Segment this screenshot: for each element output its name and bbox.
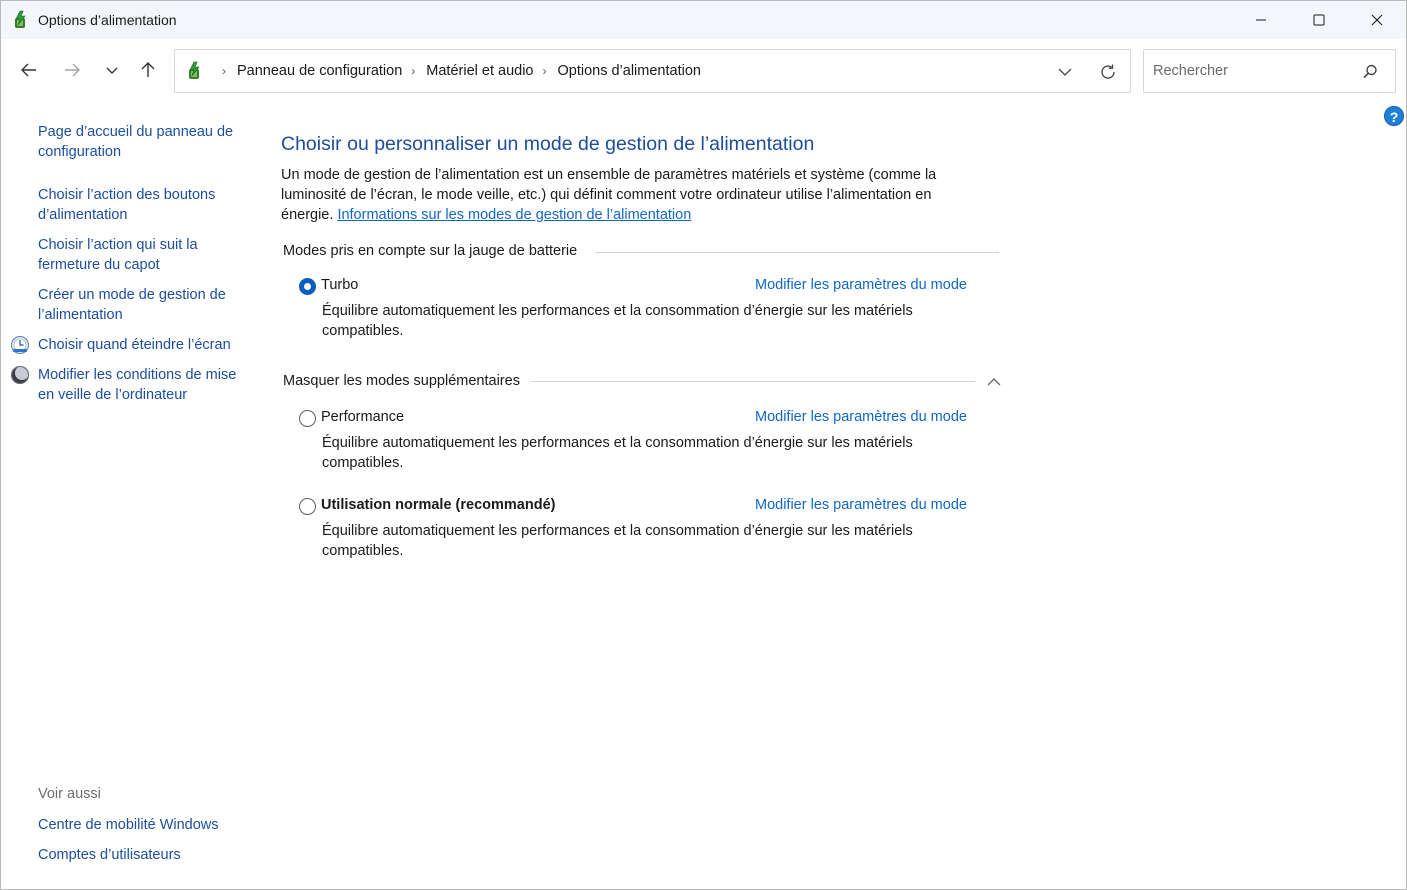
minimize-icon xyxy=(1255,14,1267,26)
plan-balanced-name[interactable]: Utilisation normale (recommandé) xyxy=(321,497,556,513)
maximize-button[interactable] xyxy=(1290,1,1348,39)
sidebar-link-sleep-settings[interactable]: Modifier les conditions de mise en veille de l’ordinateur xyxy=(38,367,237,403)
up-button[interactable] xyxy=(134,56,162,84)
search-icon[interactable] xyxy=(1361,63,1379,81)
arrow-right-icon xyxy=(63,61,81,79)
navigation-bar xyxy=(1,39,1406,103)
sidebar-link-control-panel-home[interactable]: Page d’accueil du panneau de configuration xyxy=(38,124,234,160)
window-title: Options d’alimentation xyxy=(38,12,177,28)
display-clock-icon xyxy=(10,335,30,355)
search-box[interactable] xyxy=(1143,49,1396,93)
maximize-icon xyxy=(1313,14,1325,26)
group-divider xyxy=(596,252,999,253)
chevron-up-icon[interactable] xyxy=(985,373,1003,391)
plan-turbo-name[interactable]: Turbo xyxy=(321,277,359,293)
plan-turbo-edit-link[interactable]: Modifier les paramètres du mode xyxy=(755,277,967,293)
arrow-left-icon xyxy=(20,61,38,79)
sidebar xyxy=(1,103,261,890)
help-icon[interactable]: ? xyxy=(1384,106,1404,126)
search-input[interactable] xyxy=(1153,61,1353,81)
plan-performance-name[interactable]: Performance xyxy=(321,409,405,425)
extra-plans-group-label: Masquer les modes supplémentaires xyxy=(283,373,520,389)
page-title: Choisir ou personnaliser un mode de gestion de l’alimentation xyxy=(281,133,815,155)
power-plans-info-link[interactable]: Informations sur les modes de gestion de l’alimentation xyxy=(337,207,692,223)
breadcrumb-item-hardware-sound[interactable]: Matériel et audio xyxy=(426,63,534,79)
recent-locations-button[interactable] xyxy=(98,56,126,84)
moon-sleep-icon xyxy=(10,365,30,385)
plan-performance-edit-link[interactable]: Modifier les paramètres du mode xyxy=(755,409,967,425)
address-bar[interactable] xyxy=(174,49,1131,93)
sidebar-link-power-buttons[interactable]: Choisir l’action des boutons d’alimentation xyxy=(38,187,216,223)
plan-balanced-edit-link[interactable]: Modifier les paramètres du mode xyxy=(755,497,967,513)
arrow-up-icon xyxy=(139,61,157,79)
plan-balanced-description: Équilibre automatiquement les performances et la consommation d’énergie sur les matériels compatibles. xyxy=(322,523,913,559)
intro-paragraph xyxy=(281,165,981,225)
minimize-button[interactable] xyxy=(1232,1,1290,39)
power-options-icon xyxy=(11,10,31,30)
intro-text: Un mode de gestion de l’alimentation est un ensemble de paramètres matériels et système (comme la luminosité de l’écran, le mode veille, etc.) qui définit comment votre ordinateur utilise l’alimentation en énergie. xyxy=(281,167,937,223)
title-bar xyxy=(1,1,1406,39)
address-history-button[interactable] xyxy=(1055,62,1075,82)
power-options-icon xyxy=(185,61,205,81)
group-divider xyxy=(531,381,975,382)
plan-performance-description: Équilibre automatiquement les performances et la consommation d’énergie sur les matériels compatibles. xyxy=(322,435,913,471)
close-button[interactable] xyxy=(1348,1,1406,39)
breadcrumb-item-power-options[interactable]: Options d’alimentation xyxy=(557,63,701,79)
sidebar-link-create-plan[interactable]: Créer un mode de gestion de l’alimentation xyxy=(38,287,226,323)
plan-balanced-radio[interactable] xyxy=(299,498,316,515)
see-also-label: Voir aussi xyxy=(38,786,101,802)
plan-performance-radio[interactable] xyxy=(299,410,316,427)
breadcrumb xyxy=(213,63,701,79)
refresh-icon xyxy=(1099,63,1117,81)
plan-turbo-radio[interactable] xyxy=(299,278,316,295)
forward-button[interactable] xyxy=(58,56,86,84)
sidebar-link-user-accounts[interactable]: Comptes d’utilisateurs xyxy=(38,847,181,863)
refresh-button[interactable] xyxy=(1097,61,1119,83)
chevron-right-icon: › xyxy=(222,64,226,78)
close-icon xyxy=(1371,14,1383,26)
sidebar-link-mobility-center[interactable]: Centre de mobilité Windows xyxy=(38,817,219,833)
chevron-down-icon xyxy=(1058,65,1072,79)
sidebar-link-lid-close[interactable]: Choisir l’action qui suit la fermeture du capot xyxy=(38,237,198,273)
chevron-down-icon xyxy=(105,63,119,77)
plan-turbo-description: Équilibre automatiquement les performances et la consommation d’énergie sur les matériels compatibles. xyxy=(322,303,913,339)
sidebar-link-turn-off-display[interactable]: Choisir quand éteindre l’écran xyxy=(38,337,231,353)
battery-plans-group-label: Modes pris en compte sur la jauge de batterie xyxy=(283,243,578,259)
back-button[interactable] xyxy=(15,56,43,84)
breadcrumb-item-control-panel[interactable]: Panneau de configuration xyxy=(237,63,403,79)
chevron-right-icon[interactable]: › xyxy=(411,64,416,78)
chevron-right-icon[interactable]: › xyxy=(542,64,547,78)
